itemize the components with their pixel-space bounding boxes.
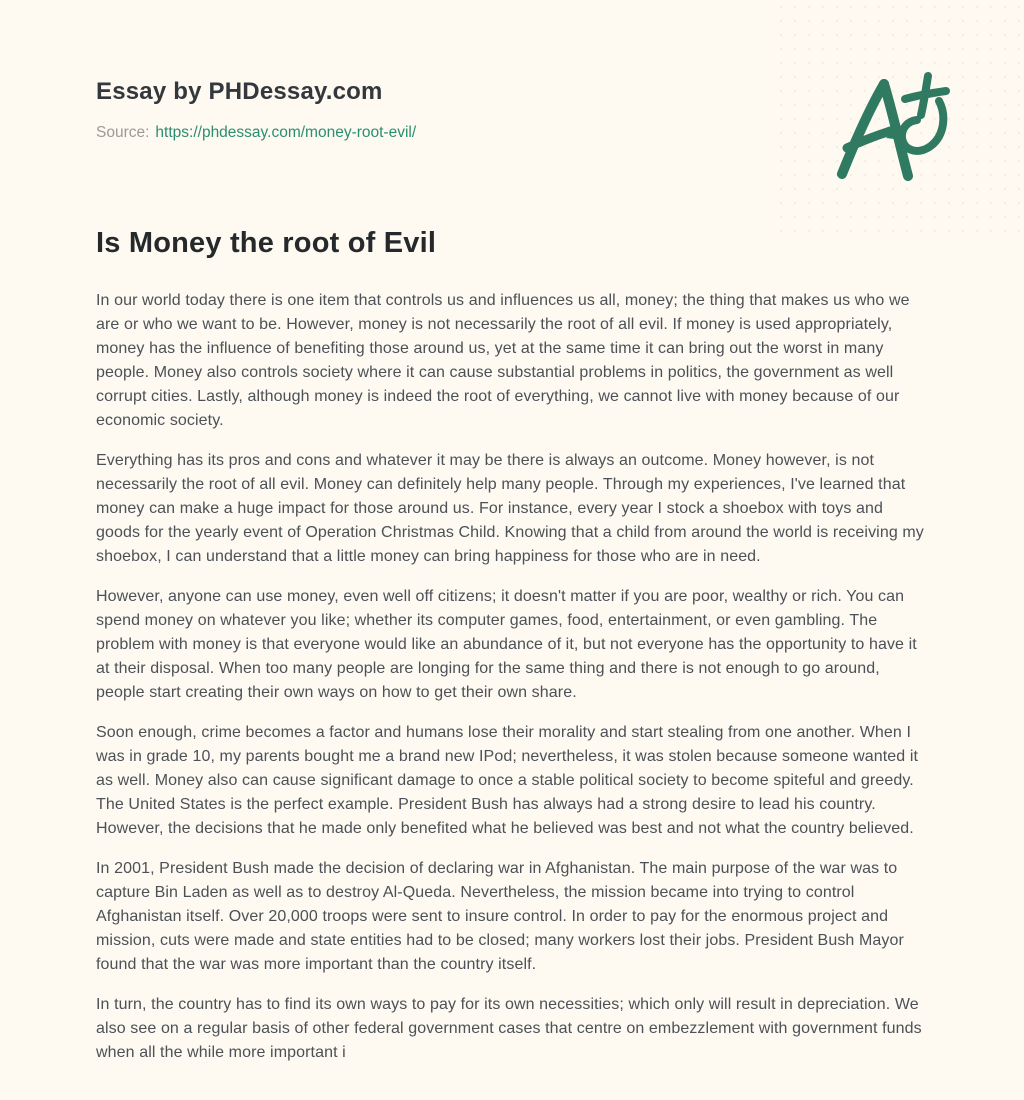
essay-paragraph: In our world today there is one item that controls us and influences us all, money; the thing that makes us who we are or who we want to be. However, money is not necessarily the root of all evil. If money is used appropriately, money has the influence of benefiting those around us, yet at the same time it can bring out the worst in many people. Money also controls society where it can cause substantial problems in politics, the government as well corrupt cities. Lastly, although money is indeed the root of everything, we cannot live with money because of our economic society.: [96, 291, 910, 429]
essay-paragraph: Everything has its pros and cons and whatever it may be there is always an outcome. Money however, is not necessarily the root of all evil. Money can definitely help many people. Through my experiences, I've learned that money can make a huge impact for those around us. For instance, every year I stock a shoebox with toys and goods for the yearly event of Operation Christmas Child. Knowing that a child from around the world is receiving my shoebox, I can understand that a little money can bring happiness for those who are in need.: [96, 451, 924, 565]
essay-content: [96, 227, 928, 1064]
source-link[interactable]: https://phdessay.com/money-root-evil/: [155, 124, 417, 142]
phdessay-a-plus-logo-icon: [834, 68, 952, 182]
essay-title: Is Money the root of Evil: [96, 227, 437, 260]
essay-paragraph: In 2001, President Bush made the decision of declaring war in Afghanistan. The main purpose of the war was to capture Bin Laden as well as to destroy Al-Queda. Nevertheless, the mission became into trying to control Afghanistan itself. Over 20,000 troops were sent to insure control. In order to pay for the enormous project and mission, cuts were made and state entities had to be closed; many workers lost their jobs. President Bush Mayor found that the war was more important than the country itself.: [96, 859, 904, 973]
essay-paragraph: In turn, the country has to find its own ways to pay for its own necessities; which only will result in depreciation. We also see on a regular basis of other federal government cases that centre on embezzlement with government funds when all the while more important i: [96, 995, 922, 1061]
essay-paragraph: Soon enough, crime becomes a factor and humans lose their morality and start stealing from one another. When I was in grade 10, my parents bought me a brand new IPod; nevertheless, it was stolen because someone wanted it as well. Money also can cause significant damage to once a stable political society to become spiteful and greedy. The United States is the perfect example. President Bush has always had a strong desire to lead his country. However, the decisions that he made only benefited what he believed was best and not what the country believed.: [96, 723, 919, 837]
source-label: Source:: [96, 124, 150, 142]
source-line: [96, 123, 928, 143]
essay-paragraph: However, anyone can use money, even well off citizens; it doesn't matter if you are poor, wealthy or rich. You can spend money on whatever you like; whether its computer games, food, entertainment, or even gambling. The problem with money is that everyone would like an abundance of it, but not everyone has the opportunity to have it at their disposal. When too many people are longing for the same thing and there is not enough to go around, people start creating their own ways on how to get their own share.: [96, 587, 917, 701]
page-header: [96, 79, 928, 143]
essay-body: [96, 289, 926, 1065]
brand-heading: Essay by PHDessay.com: [96, 78, 383, 105]
